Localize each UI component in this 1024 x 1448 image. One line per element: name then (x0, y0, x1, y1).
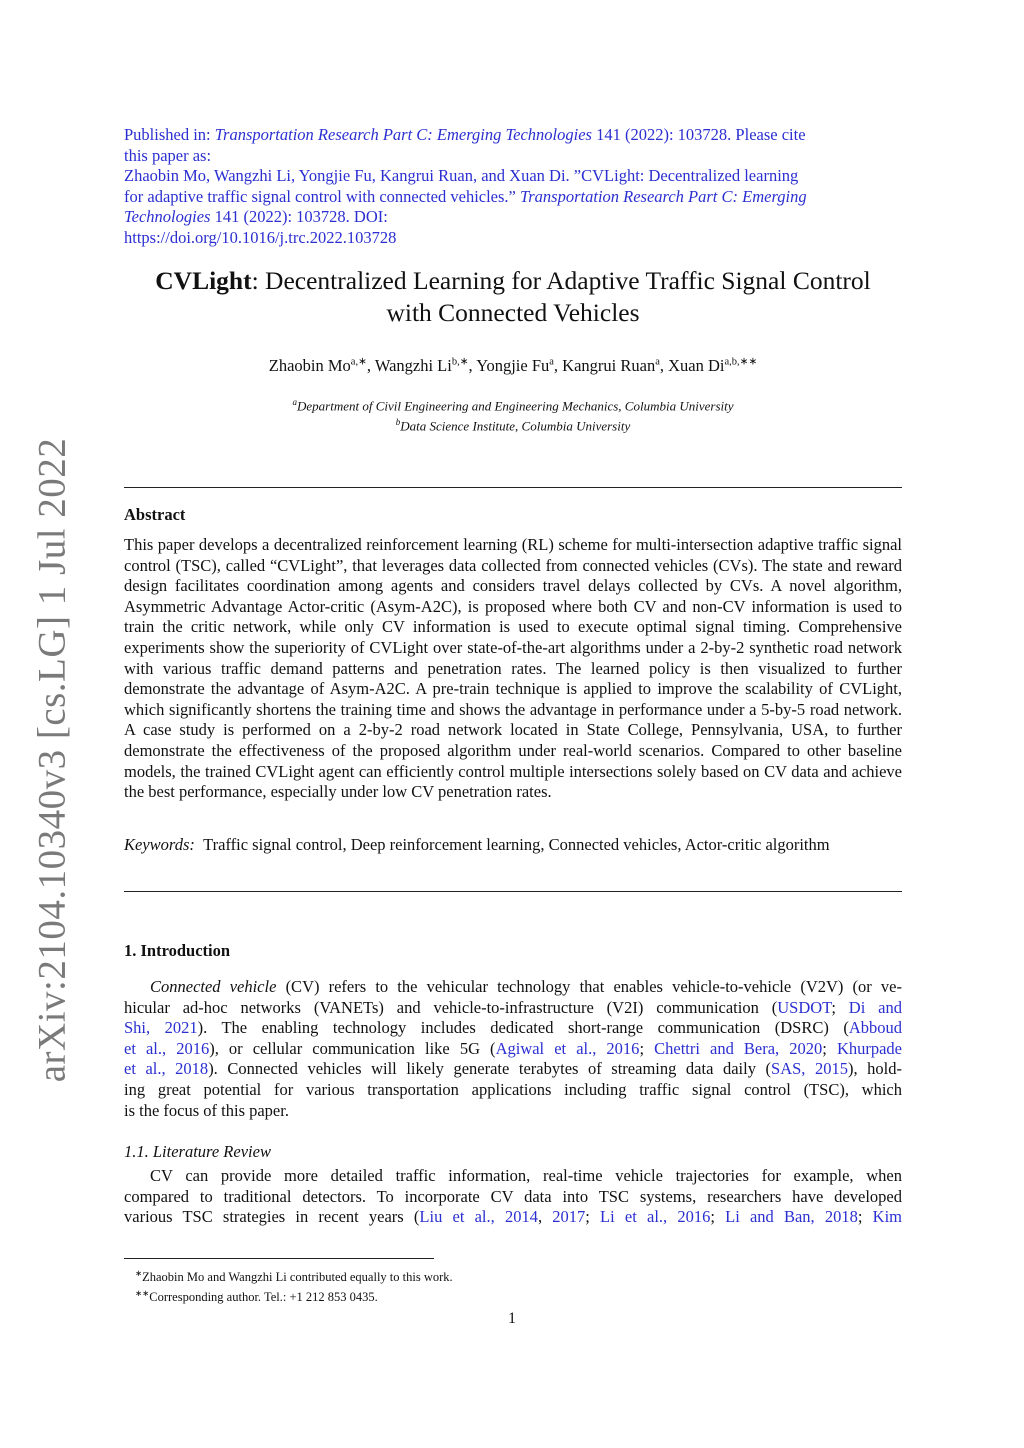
citation-line-5-plain: 141 (2022): 103728. DOI: (210, 207, 388, 226)
citation-line-4-plain: for adaptive traffic signal control with connected vehicles.” (124, 186, 520, 206)
citation-link[interactable]: Liu et al., 2014 (419, 1207, 538, 1227)
citation-link[interactable]: SAS, 2015 (771, 1059, 848, 1079)
citation-link[interactable]: Li and Ban, 2018 (725, 1207, 858, 1227)
intro-line: et al., 2018). Connected vehicles will likely generate terabytes of streaming data daily (SAS, 2015), hold- (124, 1059, 902, 1079)
intro-line: ing great potential for various transportation applications including traffic signal control (TSC), which (124, 1079, 902, 1099)
citation-link[interactable]: Agiwal et al., 2016 (495, 1038, 640, 1058)
author-list (124, 355, 902, 376)
subsection-heading-literature-review: 1.1. Literature Review (124, 1142, 271, 1161)
section-heading-introduction: 1. Introduction (124, 941, 231, 960)
lit-line: various TSC strategies in recent years (Liu et al., 2014, 2017; Li et al., 2016; Li and Ban, 2018; Kim (124, 1207, 902, 1227)
author: Xuan $Di^{a,b,∗∗}$ (668, 355, 758, 375)
author: Yongjie Fu$^a$, (476, 355, 563, 375)
footnote: ∗∗Corresponding author. Tel.: +1 212 853 0435. (135, 1288, 378, 1305)
affiliations (124, 394, 902, 435)
footnotes (135, 1265, 453, 1305)
citation-line-5-italic: Technologies (124, 207, 211, 226)
abstract-bottom-rule (124, 891, 902, 892)
citation-link[interactable]: Kim (872, 1207, 902, 1227)
citation-line-3: Zhaobin Mo, Wangzhi Li, Yongjie Fu, Kangrui Ruan, and Xuan Di. ”CVLight: Decentralized learning (124, 166, 799, 185)
author: Kangrui Ruan$^a$, (562, 355, 669, 375)
title-rest-line1: : Decentralized Learning for Adaptive Traffic Signal Control (251, 266, 871, 295)
abstract-heading: Abstract (124, 505, 186, 524)
citation-link[interactable]: et al., 2018 (124, 1059, 209, 1079)
citation-link[interactable]: et al., 2016 (124, 1038, 210, 1058)
arxiv-stamp: arXiv:2104.10340v3 [cs.LG] 1 Jul 2022 (30, 437, 74, 1083)
intro-line: et al., 2016), or cellular communication like 5G (Agiwal et al., 2016; Chettri and Bera, 2020; Khurpade (124, 1038, 902, 1058)
citation-link[interactable]: 2017 (552, 1207, 586, 1227)
page-number: 1 (508, 1310, 516, 1327)
author: Wangzhi $Li^{b,∗}$, (374, 355, 477, 375)
footnote: ∗Zhaobin Mo and Wangzhi Li contributed equally to this work. (135, 1268, 453, 1285)
journal-name[interactable]: Transportation Research Part C: Emerging Technologies (214, 125, 592, 144)
keywords-label: Keywords: (124, 835, 195, 854)
title-line2: with Connected Vehicles (386, 298, 640, 327)
citation-line-1 (124, 125, 902, 146)
citation-header (124, 125, 902, 248)
abstract-text: This paper develops a decentralized reinforcement learning (RL) scheme for multi-intersection adaptive traffic signal control (TSC), called “CVLight”, that leverages data collected from connected vehicles (CVs). The state and reward design facilitates coordination among agents and considers travel delays collected by CVs. A novel algorithm, Asymmetric Advantage Actor-critic (Asym-A2C), is proposed where both CV and non-CV information is used to train the critic network, while only CV information is used to execute optimal signal timing. Comprehensive experiments show the superiority of CVLight over state-of-the-art algorithms under a 2-by-2 synthetic road network with various traffic demand patterns and penetration rates. The learned policy is then visualized to further demonstrate the advantage of Asym-A2C. A pre-train technique is applied to improve the scalability of CVLight, which significantly shortens the training time and shows the advantage in performance under a 5-by-5 road network. A case study is performed on a 2-by-2 road network located in State College, Pennsylvania, USA, to further demonstrate the effectiveness of the proposed algorithm under real-world scenarios. Compared to other baseline models, the trained CVLight agent can efficiently control multiple intersections solely based on CV data and achieve the best performance, especially under low CV penetration rates. (124, 535, 902, 802)
doi-link[interactable]: https://doi.org/10.1016/j.trc.2022.103728 (124, 227, 397, 247)
keywords-text: Traffic signal control, Deep reinforcement learning, Connected vehicles, Actor-critic algorithm (203, 835, 830, 854)
intro-line: is the focus of this paper. (124, 1100, 289, 1120)
citation-line-2: this paper as: (124, 145, 212, 165)
lit-line: compared to traditional detectors. To incorporate CV data into TSC systems, researchers have developed (124, 1186, 902, 1206)
citation-line-4 (124, 187, 902, 208)
introduction-paragraph (124, 977, 902, 1121)
author: Zhaobin $Mo^{a,∗}$, (268, 355, 375, 375)
intro-line: Shi, 2021). The enabling technology includes dedicated short-range communication (DSRC) (Abboud (124, 1018, 902, 1038)
paper-title (124, 265, 902, 329)
citation-tail: 141 (2022): 103728. Please cite (591, 125, 806, 144)
keywords (124, 835, 902, 856)
citation-link[interactable]: Abboud (848, 1018, 902, 1038)
citation-link[interactable]: Di and (848, 997, 903, 1017)
intro-line: Connected vehicle (CV) refers to the vehicular technology that enables vehicle-to-vehicle (V2V) (or ve- (150, 977, 902, 996)
citation-line-5 (124, 207, 902, 228)
citation-link[interactable]: Li et al., 2016 (600, 1207, 711, 1227)
literature-review-paragraph (124, 1166, 902, 1228)
footnote-rule (124, 1258, 434, 1259)
lit-line: CV can provide more detailed traffic information, real-time vehicle trajectories for example, when (150, 1166, 902, 1185)
citation-link[interactable]: Chettri and Bera, 2020 (654, 1038, 823, 1058)
citation-line-4-italic: Transportation Research Part C: Emerging (520, 186, 807, 206)
intro-line: hicular ad-hoc networks (VANETs) and vehicle-to-infrastructure (V2I) communication (USDOT; Di and (124, 997, 903, 1017)
affiliation: $^a$Department of Civil Engineering and Engineering Mechanics, Columbia University (292, 397, 734, 414)
published-label: Published in: (124, 125, 215, 144)
affiliation: $^b$Data Science Institute, Columbia University (395, 417, 631, 434)
citation-link[interactable]: Shi, 2021 (124, 1018, 198, 1038)
title-bold-part: CVLight (155, 266, 252, 295)
citation-link[interactable]: USDOT (777, 997, 832, 1017)
citation-link[interactable]: Khurpade (836, 1038, 902, 1058)
abstract-top-rule (124, 487, 902, 488)
